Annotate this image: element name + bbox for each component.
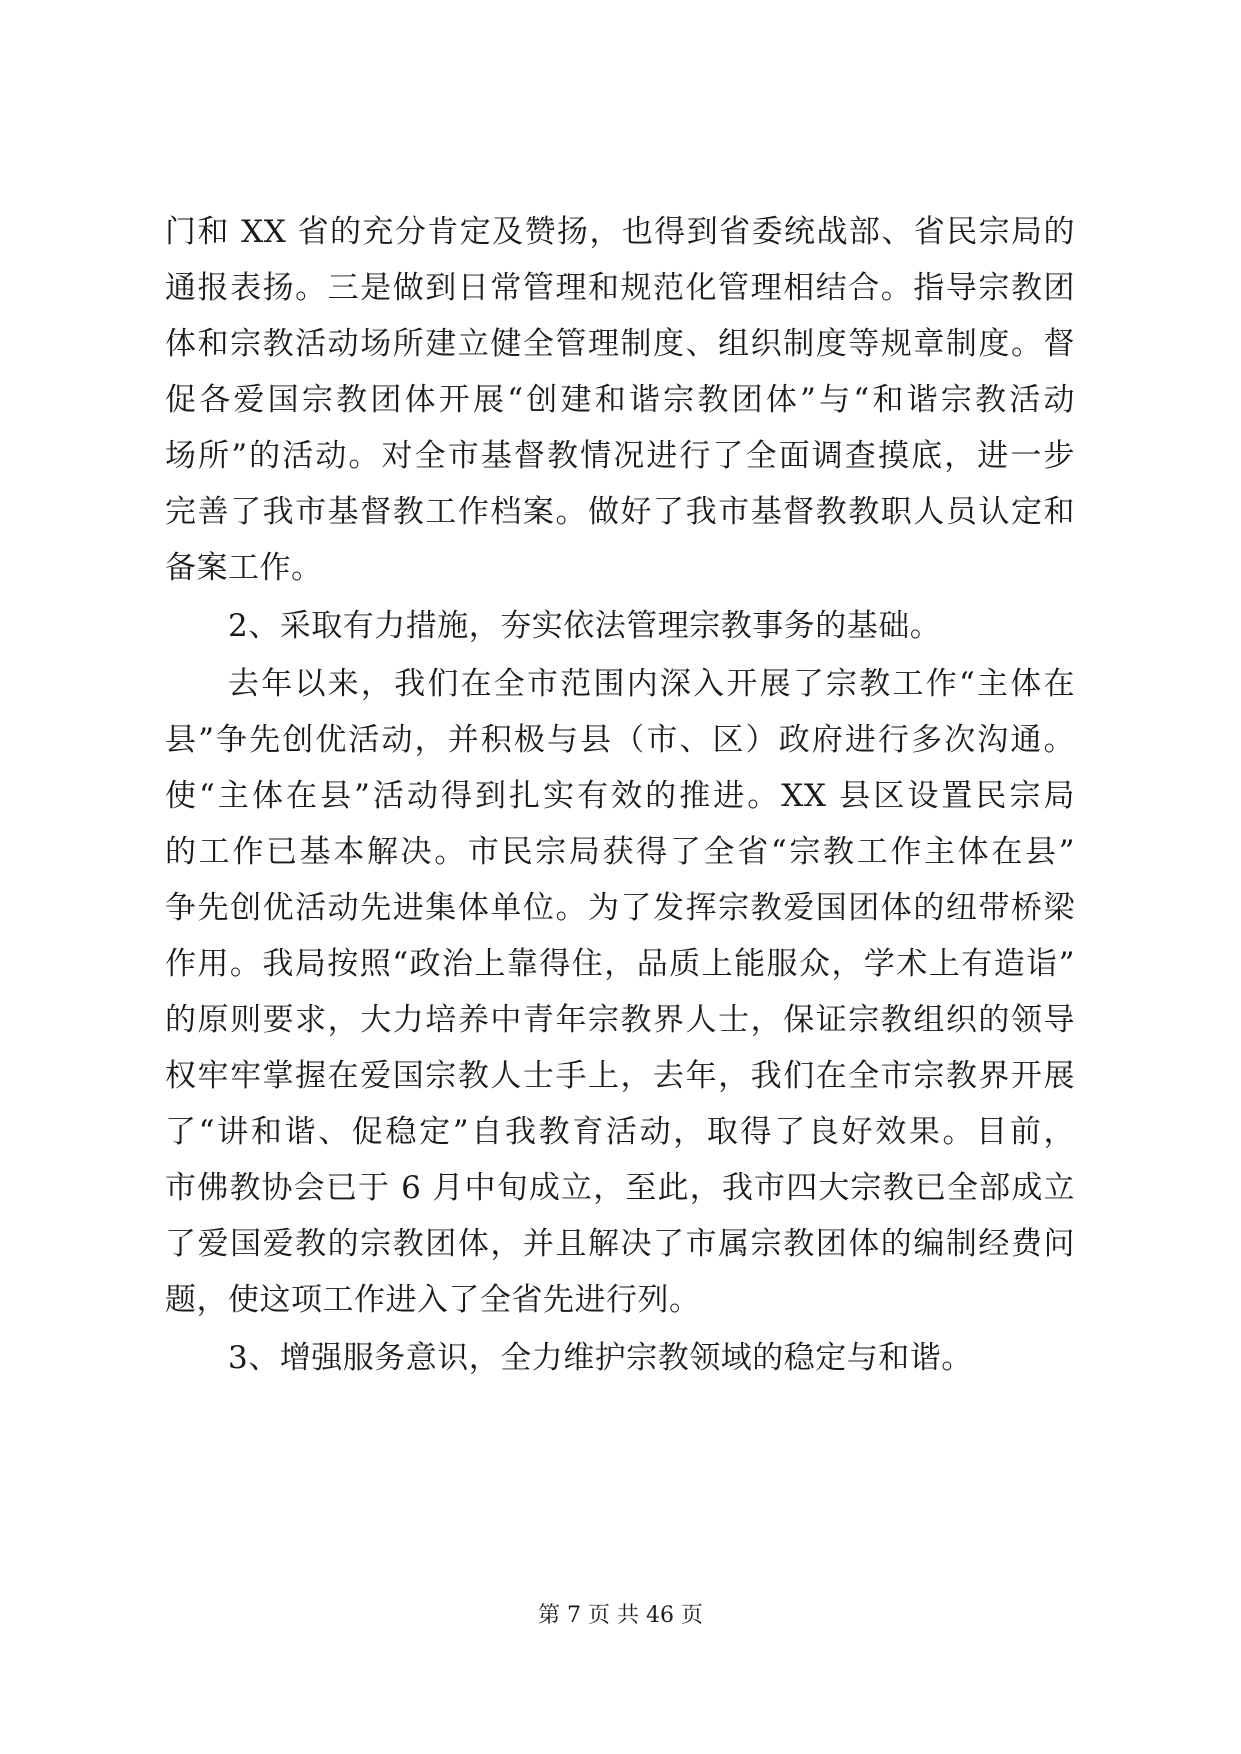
body-text-line: 通报表扬。三是做到日常管理和规范化管理相结合。指导宗教团 bbox=[165, 270, 1075, 306]
body-text-line: 市佛教协会已于 6 月中旬成立，至此，我市四大宗教已全部成立 bbox=[165, 1170, 1075, 1206]
body-text-line: 完善了我市基督教工作档案。做好了我市基督教教职人员认定和 bbox=[165, 494, 1075, 530]
body-text-line: 场所”的活动。对全市基督教情况进行了全面调查摸底，进一步 bbox=[165, 438, 1075, 474]
body-text-line: 权牢牢掌握在爱国宗教人士手上，去年，我们在全市宗教界开展 bbox=[165, 1058, 1075, 1094]
body-text-line: 的原则要求，大力培养中青年宗教界人士，保证宗教组织的领导 bbox=[165, 1002, 1075, 1038]
body-text-line: 使“主体在县”活动得到扎实有效的推进。XX 县区设置民宗局 bbox=[165, 778, 1075, 814]
section-heading: 3、增强服务意识，全力维护宗教领域的稳定与和谐。 bbox=[228, 1340, 973, 1376]
body-text-line: 了爱国爱教的宗教团体，并且解决了市属宗教团体的编制经费问 bbox=[165, 1226, 1075, 1262]
body-text-line: 体和宗教活动场所建立健全管理制度、组织制度等规章制度。督 bbox=[165, 326, 1075, 362]
page-footer: 第 7 页 共 46 页 bbox=[538, 1603, 703, 1628]
body-text-line: 争先创优活动先进集体单位。为了发挥宗教爱国团体的纽带桥梁 bbox=[165, 890, 1075, 926]
body-text-line: 的工作已基本解决。市民宗局获得了全省“宗教工作主体在县” bbox=[165, 834, 1075, 870]
body-text-line: 县”争先创优活动，并积极与县（市、区）政府进行多次沟通。 bbox=[165, 722, 1075, 758]
section-heading: 2、采取有力措施，夯实依法管理宗教事务的基础。 bbox=[228, 608, 942, 644]
body-text-line: 备案工作。 bbox=[165, 550, 323, 586]
body-text-line: 了“讲和谐、促稳定”自我教育活动，取得了良好效果。目前， bbox=[165, 1114, 1075, 1150]
body-text-line: 促各爱国宗教团体开展“创建和谐宗教团体”与“和谐宗教活动 bbox=[165, 382, 1075, 418]
body-text-line: 去年以来，我们在全市范围内深入开展了宗教工作“主体在 bbox=[228, 666, 1075, 702]
body-text-line: 门和 XX 省的充分肯定及赞扬，也得到省委统战部、省民宗局的 bbox=[165, 214, 1075, 250]
body-text-line: 作用。我局按照“政治上靠得住，品质上能服众，学术上有造诣” bbox=[165, 946, 1075, 982]
body-text-line: 题，使这项工作进入了全省先进行列。 bbox=[165, 1282, 701, 1318]
